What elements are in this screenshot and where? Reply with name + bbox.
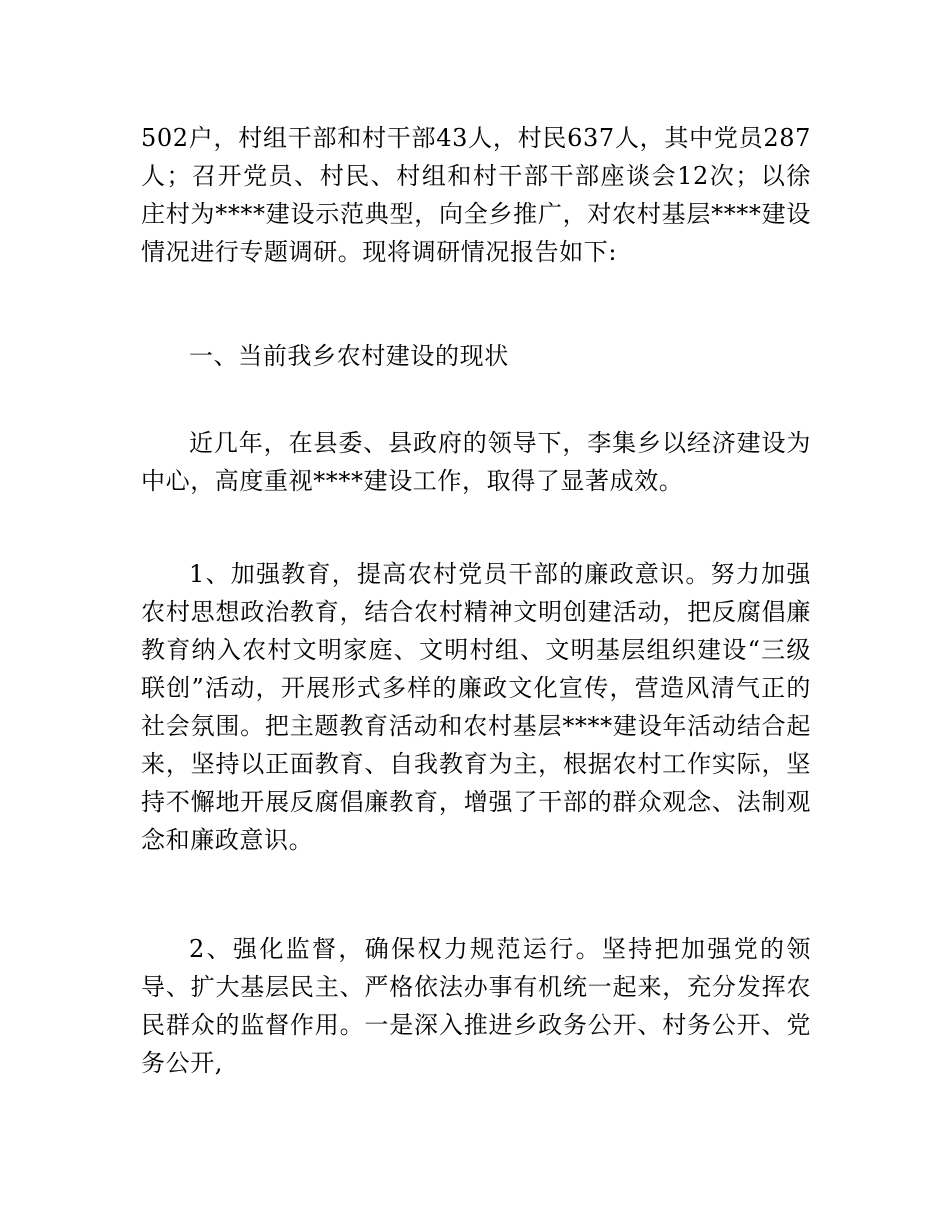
overview-paragraph: 近几年，在县委、县政府的领导下，李集乡以经济建设为中心，高度重视****建设工作，取得了显著成效。 [141,429,811,495]
item-1-paragraph: 1、加强教育，提高农村党员干部的廉政意识。努力加强农村思想政治教育，结合农村精神文明创建活动，把反腐倡廉教育纳入农村文明家庭、文明村组、文明基层组织建设“三级联创”活动，开展形式多样的廉政文化宣传，营造风清气正的社会氛围。把主题教育活动和农村基层****建设年活动结合起来，坚持以正面教育、自我教育为主，根据农村工作实际，坚持不懈地开展反腐倡廉教育，增强了干部的群众观念、法制观念和廉政意识。 [141,560,811,854]
section-heading: 一、当前我乡农村建设的现状 [189,342,509,370]
intro-paragraph: 502户，村组干部和村干部43人，村民637人，其中党员287人；召开党员、村民、村组和村干部干部座谈会12次；以徐庄村为****建设示范典型，向全乡推广，对农村基层****建设情况进行专题调研。现将调研情况报告如下: [141,124,811,266]
item-2-paragraph: 2、强化监督，确保权力规范运行。坚持把加强党的领导、扩大基层民主、严格依法办事有机统一起来，充分发挥农民群众的监督作用。一是深入推进乡政务公开、村务公开、党务公开, [141,935,811,1077]
